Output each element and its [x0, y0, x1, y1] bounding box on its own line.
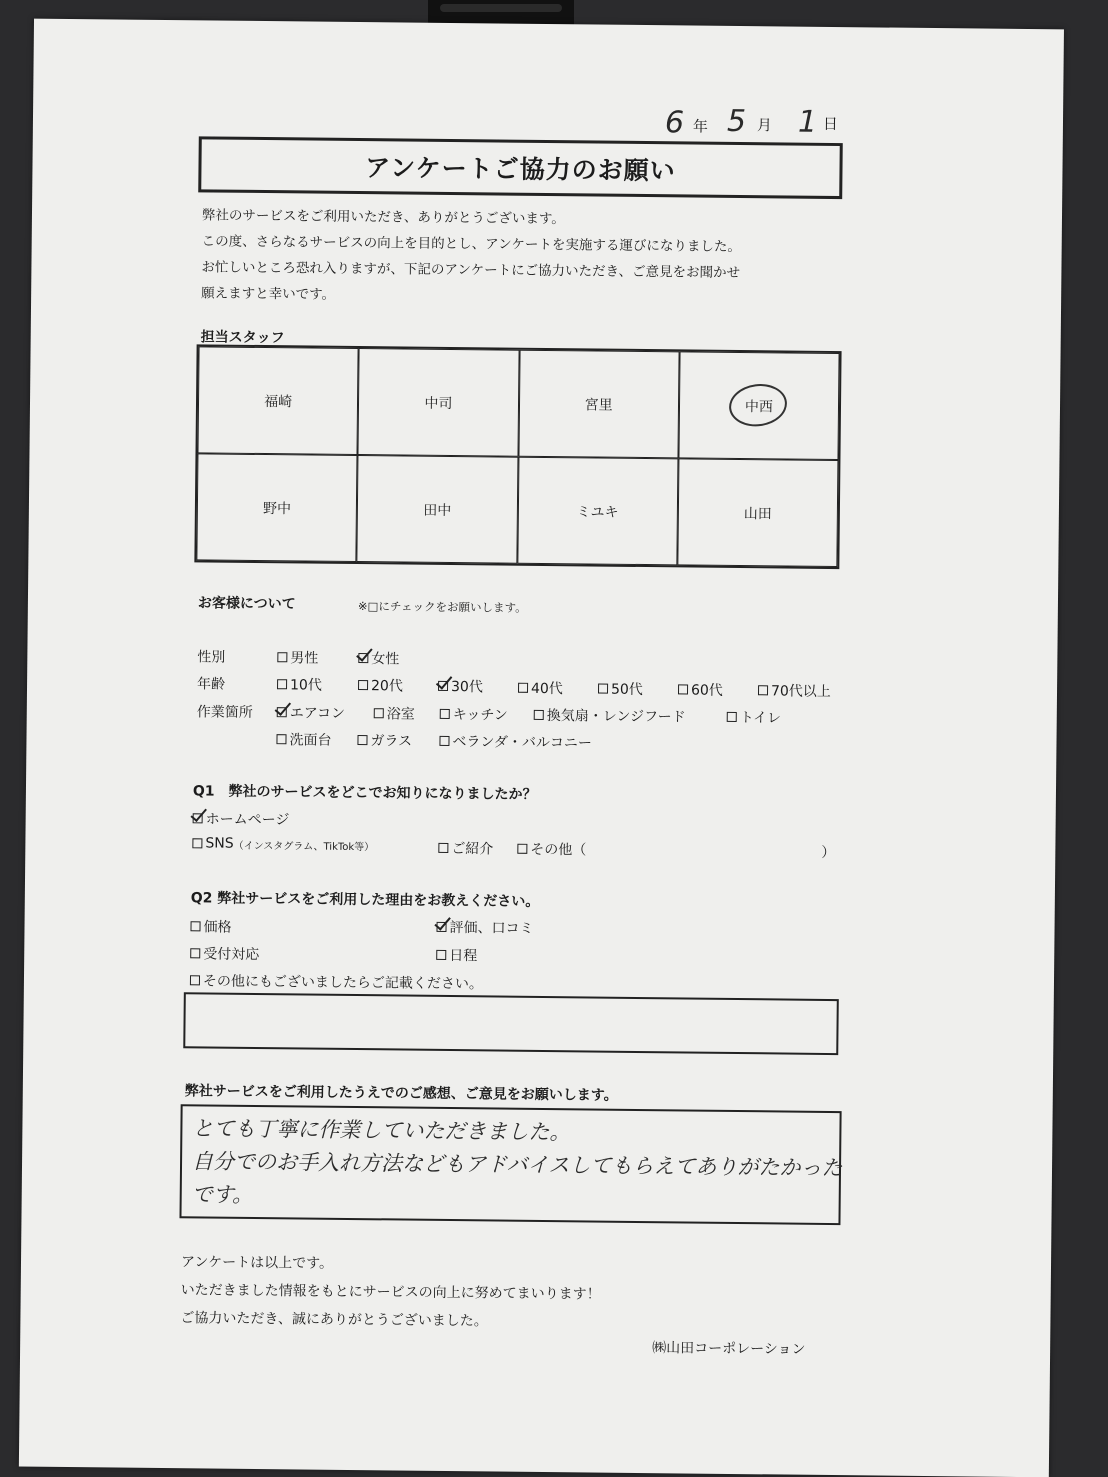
survey-sheet — [19, 19, 1064, 1477]
staff-cell[interactable] — [677, 458, 838, 567]
date-day: 1 — [797, 104, 818, 140]
q2-question: Q2 弊社サービスをご利用した理由をお教えください。 — [190, 890, 540, 910]
work-option[interactable]: 浴室 — [374, 703, 415, 723]
staff-cell-selected[interactable] — [678, 351, 839, 460]
q1-option-sns[interactable]: SNS （インスタグラム、TikTok等） — [192, 835, 374, 853]
work-area-label: 作業箇所 — [196, 704, 253, 721]
clip-highlight — [440, 4, 562, 12]
checkbox[interactable] — [438, 843, 448, 853]
checkbox[interactable] — [276, 734, 286, 744]
feedback-text — [182, 1106, 843, 1218]
age-option[interactable]: 50代 — [598, 679, 643, 699]
work-option[interactable]: ガラス — [357, 730, 412, 751]
checkbox-checked[interactable] — [193, 813, 203, 823]
date-year-unit: 年 — [692, 117, 709, 136]
checkbox[interactable] — [436, 950, 446, 960]
age-option[interactable]: 60代 — [678, 679, 723, 699]
staff-cell[interactable] — [197, 346, 358, 455]
q2-option-schedule[interactable]: 日程 — [436, 945, 477, 965]
q1-option-other[interactable]: その他（ — [517, 839, 586, 860]
q1-other-close: ） — [821, 844, 836, 862]
work-option[interactable]: トイレ — [727, 707, 782, 728]
staff-name: 宮里 — [584, 396, 613, 414]
closing-line: いただきました情報をもとにサービスの向上に努めてまいります！ — [180, 1282, 601, 1303]
gender-option[interactable]: 女性 — [358, 648, 399, 668]
checkbox[interactable] — [440, 709, 450, 719]
checkbox[interactable] — [517, 844, 527, 854]
page-title: アンケートご協力のお願い — [365, 153, 676, 186]
other-reason-field[interactable] — [183, 992, 839, 1055]
age-option[interactable]: 30代 — [438, 676, 483, 696]
checkbox[interactable] — [374, 708, 384, 718]
staff-name: 中司 — [424, 395, 453, 412]
checkbox[interactable] — [277, 652, 287, 662]
intro-text — [201, 202, 741, 312]
staff-name: 山田 — [743, 505, 772, 522]
q1-option-homepage[interactable]: ホームページ — [193, 808, 290, 829]
staff-name: ミユキ — [576, 503, 619, 521]
date-year: 6 — [664, 105, 685, 141]
staff-cell[interactable] — [357, 455, 518, 564]
checkbox[interactable] — [758, 685, 768, 695]
feedback-line: 自分でのお手入れ方法などもアドバイスしてもらえてありがたかった — [191, 1149, 843, 1181]
checkbox[interactable] — [190, 948, 200, 958]
staff-name: 中西 — [744, 398, 773, 415]
age-option[interactable]: 20代 — [358, 675, 403, 695]
gender-option[interactable]: 男性 — [277, 647, 318, 667]
checkbox[interactable] — [678, 684, 688, 694]
checkbox[interactable] — [518, 683, 528, 693]
work-option[interactable]: 換気扇・レンジフード — [534, 705, 686, 727]
q1-option-referral[interactable]: ご紹介 — [438, 838, 493, 859]
customer-heading: お客様について — [197, 595, 296, 613]
title-box — [198, 136, 843, 199]
hand-circle-mark — [726, 380, 789, 429]
checkbox-checked[interactable] — [358, 653, 368, 663]
q2-option-other[interactable]: その他にもございましたらご記載ください。 — [190, 970, 483, 993]
closing-line: アンケートは以上です。 — [180, 1254, 334, 1272]
checkbox[interactable] — [192, 838, 202, 848]
age-label: 年齢 — [196, 676, 226, 693]
feedback-line: です。 — [191, 1182, 254, 1207]
q2-option-review[interactable]: 評価、口コミ — [436, 917, 533, 938]
checkbox[interactable] — [190, 975, 200, 985]
intro-line: お忙しいところ恐れ入りますが、下記のアンケートにご協力いただき、ご意見をお聞かせ — [201, 259, 741, 282]
q1-question: Q1 弊社のサービスをどこでお知りになりましたか？ — [192, 783, 537, 803]
intro-line: 願えますと幸いです。 — [201, 285, 336, 303]
intro-line: この度、さらなるサービスの向上を目的とし、アンケートを実施する運びになりました。 — [201, 233, 741, 256]
checkbox[interactable] — [727, 712, 737, 722]
staff-cell[interactable] — [517, 457, 678, 566]
staff-cell[interactable] — [358, 348, 519, 457]
checkbox[interactable] — [534, 710, 544, 720]
age-option[interactable]: 40代 — [518, 678, 563, 698]
work-option[interactable]: エアコン — [277, 702, 346, 723]
checkbox[interactable] — [439, 736, 449, 746]
feedback-field[interactable] — [179, 1104, 841, 1225]
age-option[interactable]: 10代 — [277, 674, 322, 694]
sns-note: （インスタグラム、TikTok等） — [233, 840, 375, 853]
staff-cell[interactable] — [518, 350, 679, 459]
checkbox-checked[interactable] — [277, 707, 287, 717]
staff-cell[interactable] — [196, 453, 357, 562]
closing-text — [180, 1248, 601, 1336]
work-option[interactable]: キッチン — [440, 704, 508, 725]
date-month-unit: 月 — [756, 116, 773, 135]
staff-name: 野中 — [262, 500, 292, 517]
staff-name: 福崎 — [264, 393, 293, 410]
date-month: 5 — [726, 103, 747, 140]
work-option[interactable]: 洗面台 — [276, 729, 331, 750]
checkbox[interactable] — [358, 680, 368, 690]
date-day-unit: 日 — [822, 114, 839, 134]
gender-label: 性別 — [197, 649, 226, 666]
staff-heading: 担当スタッフ — [200, 329, 285, 347]
company-name: ㈱山田コーポレーション — [652, 1340, 806, 1358]
age-option[interactable]: 70代以上 — [758, 680, 831, 701]
intro-line: 弊社のサービスをご利用いただき、ありがとうございます。 — [201, 207, 565, 228]
work-option[interactable]: ベランダ・バルコニー — [439, 731, 592, 753]
q2-option-reception[interactable]: 受付対応 — [190, 943, 259, 964]
checkbox-checked[interactable] — [436, 922, 446, 932]
checkbox-checked[interactable] — [438, 681, 448, 691]
feedback-line: とても丁寧に作業していただきました。 — [192, 1116, 571, 1145]
q2-option-price[interactable]: 価格 — [190, 916, 231, 936]
check-note: ※□にチェックをお願いします。 — [357, 599, 527, 615]
feedback-heading: 弊社サービスをご利用したうえでのご感想、ご意見をお願いします。 — [184, 1083, 618, 1104]
checkbox[interactable] — [190, 921, 200, 931]
staff-name: 田中 — [423, 502, 452, 519]
checkbox[interactable] — [357, 735, 367, 745]
checkbox[interactable] — [277, 679, 287, 689]
closing-line: ご協力いただき、誠にありがとうございました。 — [180, 1310, 488, 1330]
checkbox[interactable] — [598, 684, 608, 694]
staff-grid — [194, 344, 841, 569]
